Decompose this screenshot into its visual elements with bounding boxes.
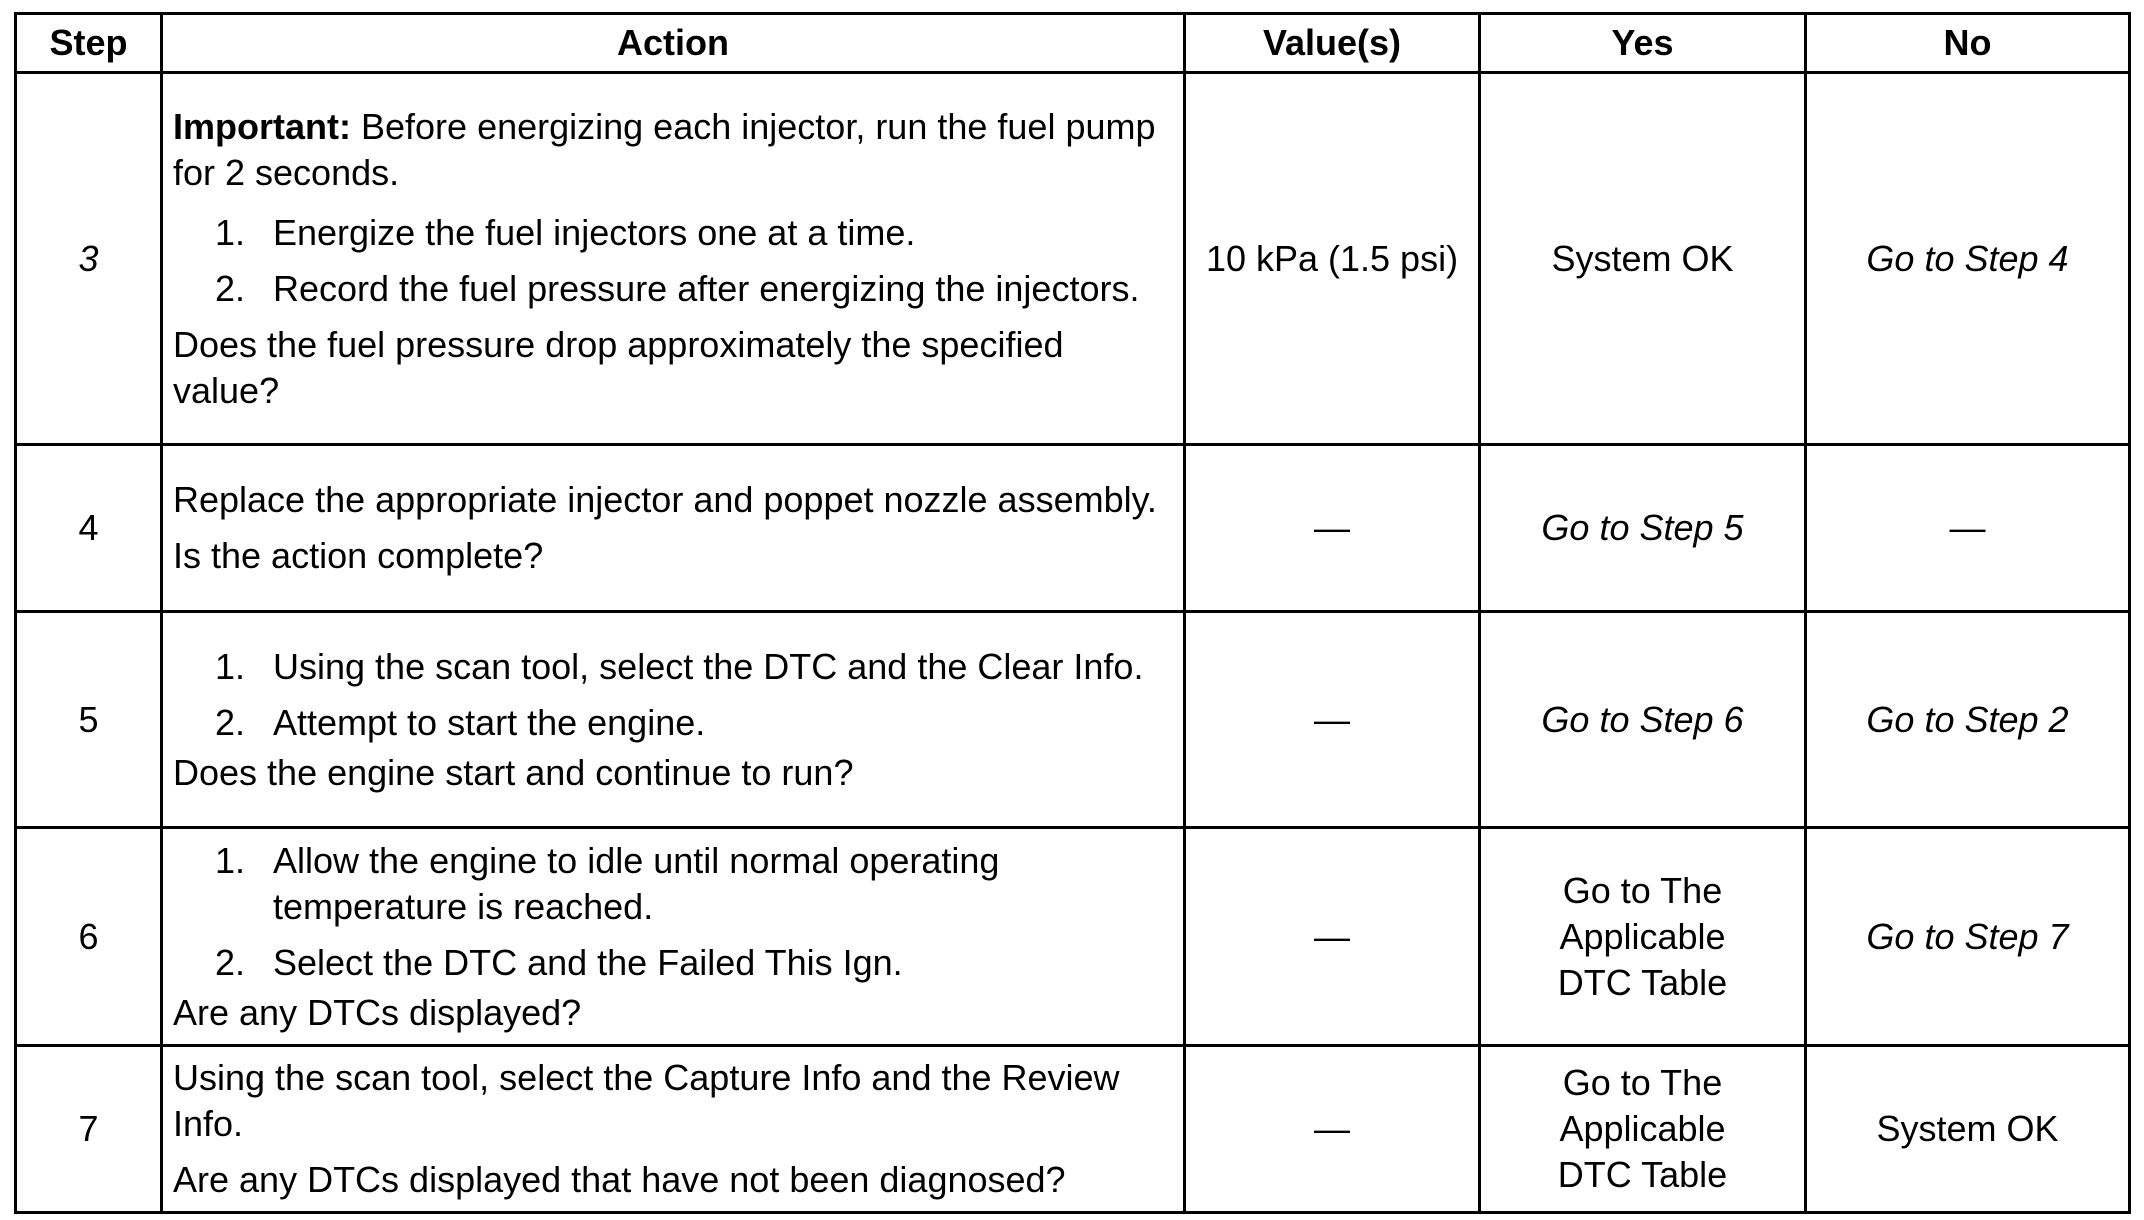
list-item-text: Energize the fuel injectors one at a time. xyxy=(273,211,916,253)
yes-cell xyxy=(1480,828,1806,1046)
list-item xyxy=(173,210,1173,256)
no-cell: Go to Step 4 xyxy=(1806,73,2130,445)
list-item-number: 1. xyxy=(215,839,246,881)
list-item xyxy=(173,644,1173,690)
action-cell xyxy=(162,73,1185,445)
yes-line: DTC Table xyxy=(1557,1154,1728,1195)
list-item-text: Record the fuel pressure after energizing the injectors. xyxy=(273,267,1140,309)
yes-cell: Go to Step 6 xyxy=(1480,612,1806,828)
action-question: Are any DTCs displayed that have not been diagnosed? xyxy=(173,1159,1066,1200)
value-cell: — xyxy=(1185,1046,1480,1213)
step-number: 3 xyxy=(16,73,162,445)
action-cell xyxy=(162,828,1185,1046)
header-action: Action xyxy=(162,14,1185,73)
list-item xyxy=(173,940,1173,986)
no-cell: System OK xyxy=(1806,1046,2130,1213)
action-question: Are any DTCs displayed? xyxy=(173,991,582,1033)
action-cell xyxy=(162,612,1185,828)
step-number: 7 xyxy=(16,1046,162,1213)
yes-cell: System OK xyxy=(1480,73,1806,445)
list-item-text: Using the scan tool, select the DTC and the Clear Info. xyxy=(273,645,1144,687)
list-item-text: Attempt to start the engine. xyxy=(273,701,706,743)
table-row-step-6 xyxy=(16,828,2130,1046)
list-item xyxy=(173,266,1173,312)
action-question: Does the fuel pressure drop approximately the specified value? xyxy=(173,323,1064,411)
table-row-step-7 xyxy=(16,1046,2130,1213)
yes-line: Applicable xyxy=(1559,1108,1726,1149)
no-cell: Go to Step 2 xyxy=(1806,612,2130,828)
header-row xyxy=(16,14,2130,73)
header-no: No xyxy=(1806,14,2130,73)
diagnostic-table-page xyxy=(14,12,2128,1208)
list-item-number: 1. xyxy=(215,211,246,253)
yes-cell xyxy=(1480,1046,1806,1213)
action-list xyxy=(173,210,1173,312)
action-cell xyxy=(162,1046,1185,1213)
diagnostic-steps-table xyxy=(14,12,2131,1214)
important-label: Important: xyxy=(173,105,351,147)
header-step: Step xyxy=(16,14,162,73)
action-text: Replace the appropriate injector and poppet nozzle assembly. xyxy=(173,479,1157,520)
action-list xyxy=(173,644,1173,746)
list-item-number: 2. xyxy=(215,267,246,309)
important-note xyxy=(173,104,1173,196)
list-item-text: Select the DTC and the Failed This Ign. xyxy=(273,941,903,983)
yes-cell: Go to Step 5 xyxy=(1480,445,1806,612)
action-question: Is the action complete? xyxy=(173,535,544,576)
important-text: Before energizing each injector, run the fuel pump for 2 seconds. xyxy=(173,105,1156,193)
value-cell: — xyxy=(1185,828,1480,1046)
header-values: Value(s) xyxy=(1185,14,1480,73)
table-row-step-4 xyxy=(16,445,2130,612)
list-item-number: 2. xyxy=(215,701,246,743)
action-cell xyxy=(162,445,1185,612)
list-item-text: Allow the engine to idle until normal operating temperature is reached. xyxy=(273,839,1000,927)
no-cell: Go to Step 7 xyxy=(1806,828,2130,1046)
list-item xyxy=(173,838,1173,930)
table-row-step-3 xyxy=(16,73,2130,445)
yes-line: DTC Table xyxy=(1557,961,1728,1003)
value-cell: — xyxy=(1185,445,1480,612)
yes-line: Go to The xyxy=(1562,1062,1723,1103)
value-cell: — xyxy=(1185,612,1480,828)
no-cell: — xyxy=(1806,445,2130,612)
yes-line: Go to The xyxy=(1562,869,1723,911)
value-cell: 10 kPa (1.5 psi) xyxy=(1185,73,1480,445)
step-number: 4 xyxy=(16,445,162,612)
step-number: 6 xyxy=(16,828,162,1046)
action-question: Does the engine start and continue to run? xyxy=(173,751,854,793)
action-text: Using the scan tool, select the Capture Info and the Review Info. xyxy=(173,1057,1120,1144)
list-item xyxy=(173,700,1173,746)
step-number: 5 xyxy=(16,612,162,828)
header-yes: Yes xyxy=(1480,14,1806,73)
table-row-step-5 xyxy=(16,612,2130,828)
yes-line: Applicable xyxy=(1559,915,1726,957)
action-list xyxy=(173,838,1173,986)
list-item-number: 2. xyxy=(215,941,246,983)
list-item-number: 1. xyxy=(215,645,246,687)
